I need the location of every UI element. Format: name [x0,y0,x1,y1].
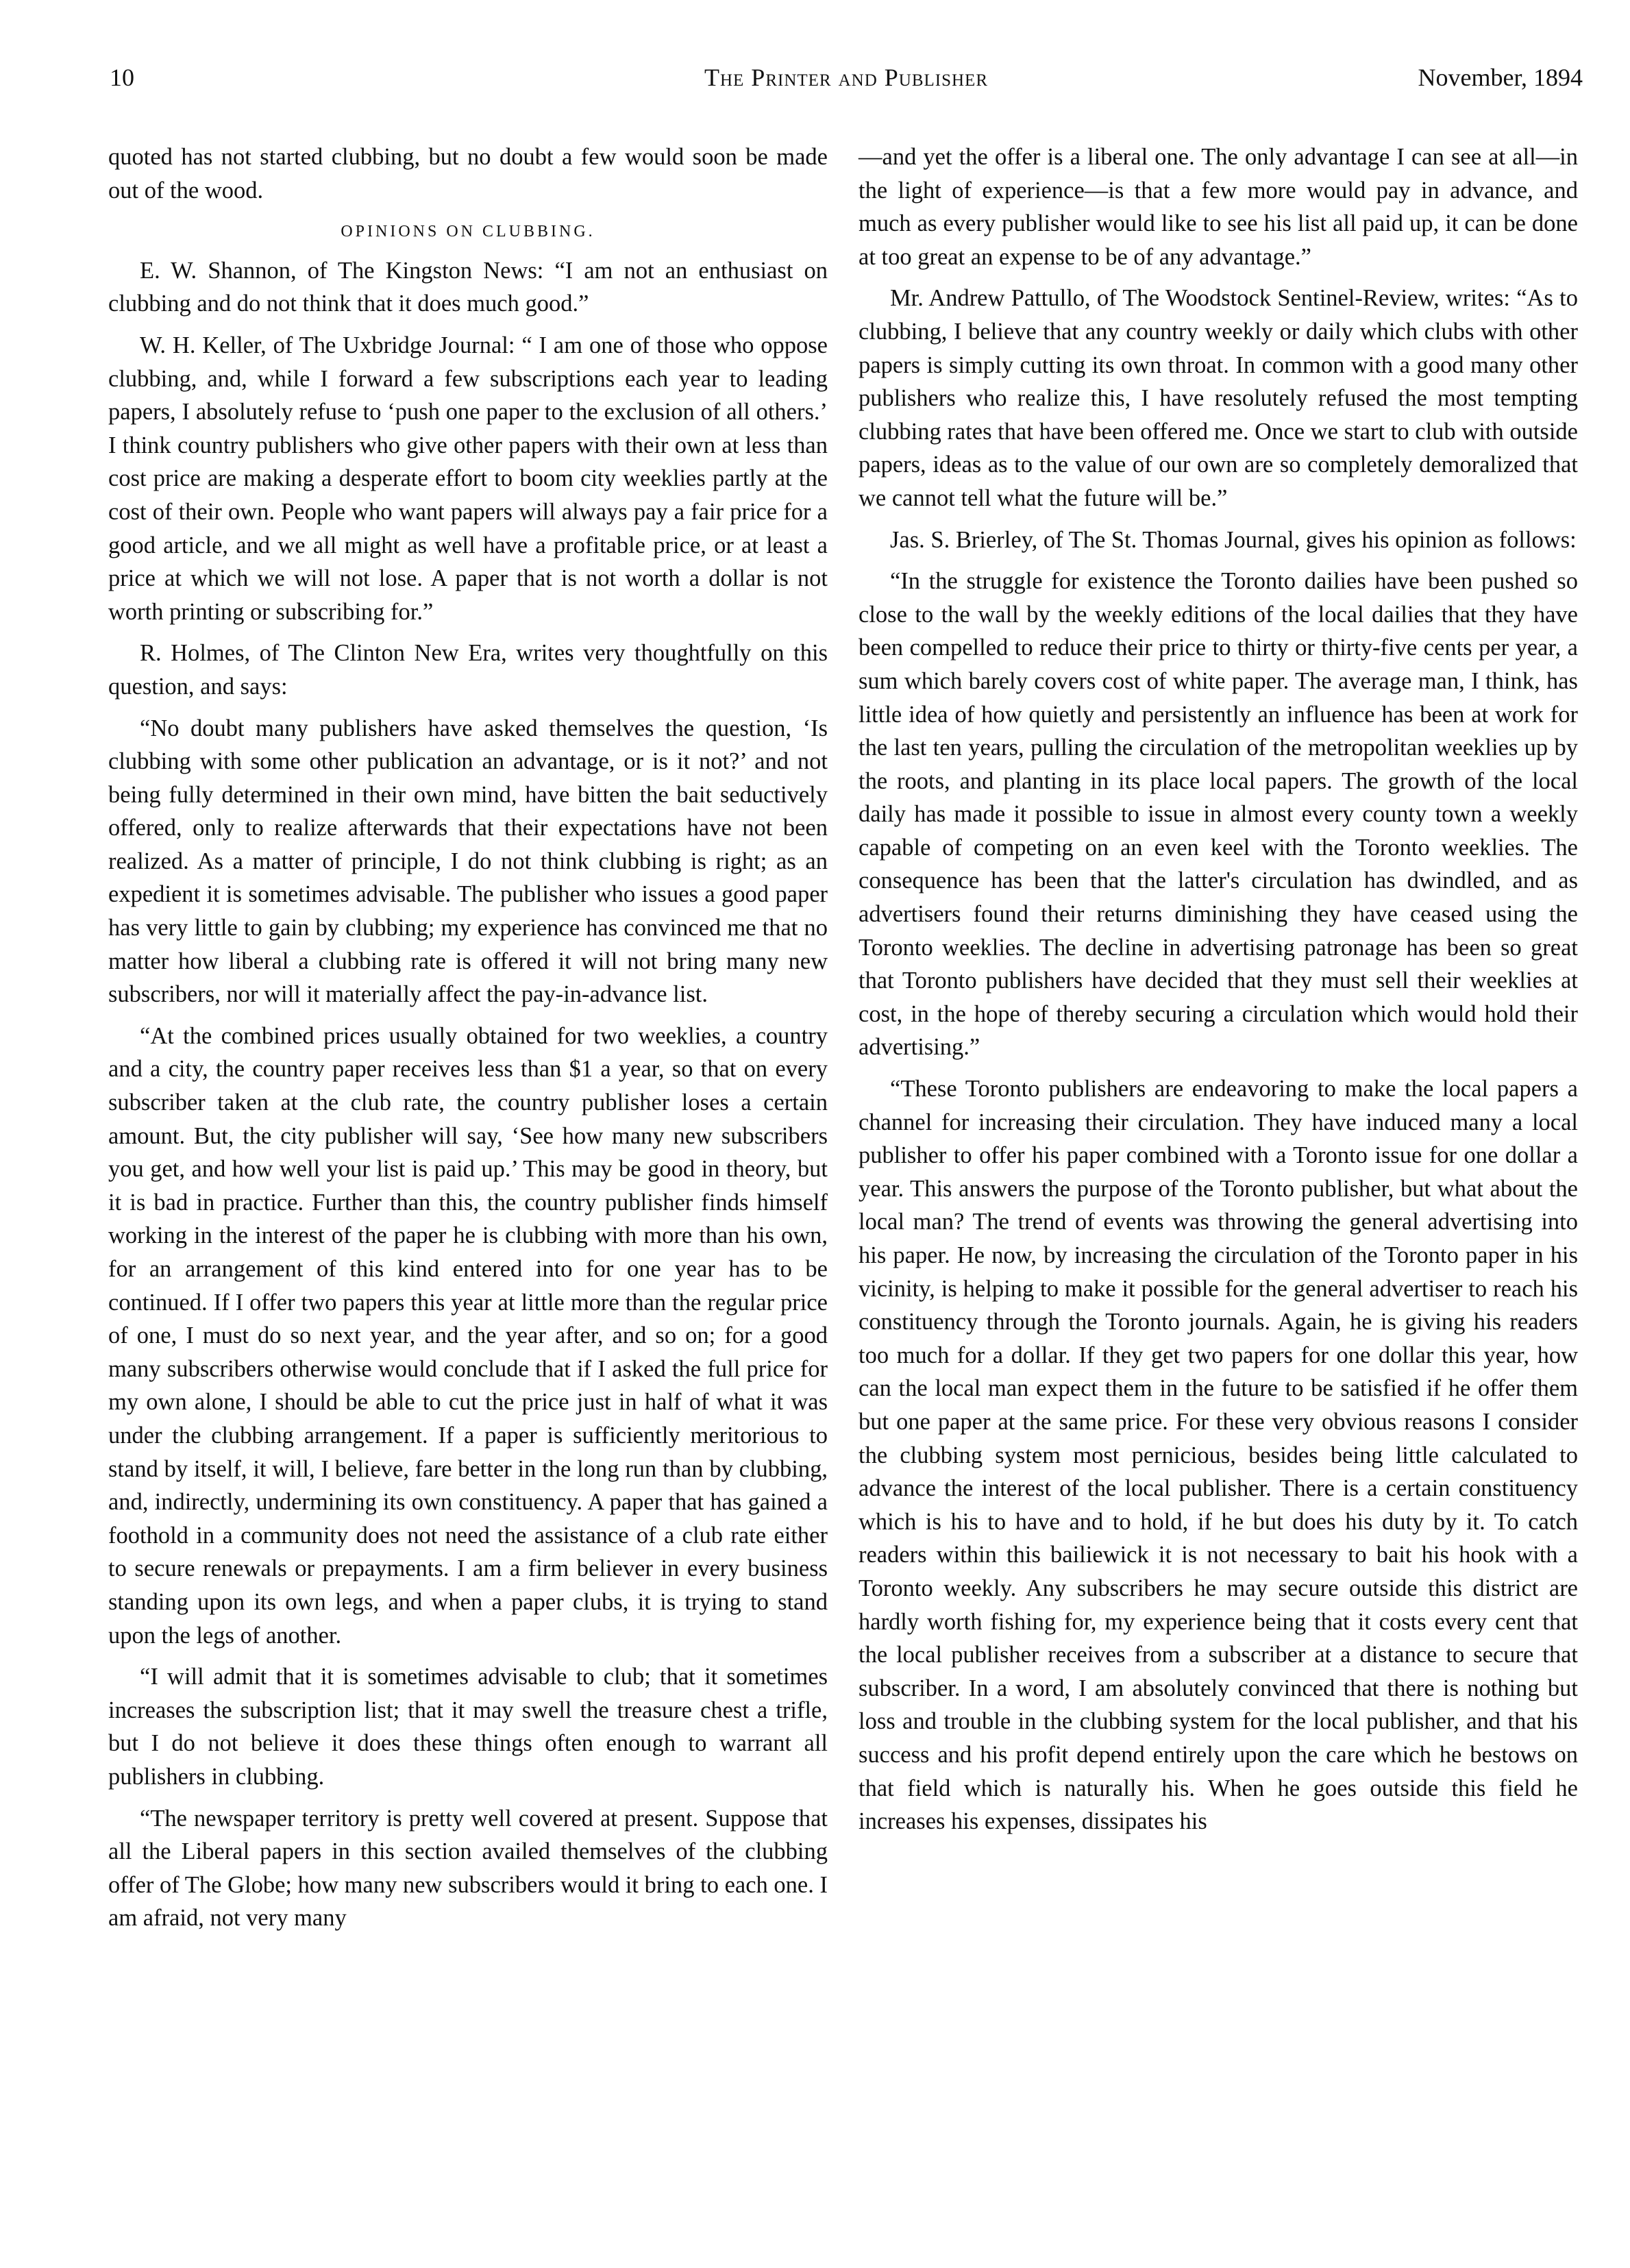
paragraph: —and yet the offer is a liberal one. The only advantage I can see at all—in the light of experience—is that a few more would pay in advance, and much as every publisher would like to see his list all paid up, it can be done at too great an expense to be of any advantage.” [859,144,1578,270]
paragraph: W. H. Keller, of The Uxbridge Journal: “ I am one of those who oppose clubbing, and, while I forward a few subscriptions each year to leading papers, I absolutely refuse to ‘push one paper to the exclusion of all others.’ I think country publishers who give other papers with their own at less than cost price are making a desperate effort to boom city weeklies partly at the cost of their own. People who want papers will always pay a fair price for a good article, and we all might as well have a profitable price, or at least a price at which we will not lose. A paper that is not worth a dollar is not worth printing or subscribing for.” [108,332,828,625]
paragraph: quoted has not started clubbing, but no doubt a few would soon be made out of the wood. [108,144,828,204]
issue-date: November, 1894 [1418,64,1583,91]
section-heading: OPINIONS ON CLUBBING. [341,223,595,241]
paragraph: E. W. Shannon, of The Kingston News: “I am not an enthusiast on clubbing and do not think that it does much good.” [108,257,828,317]
publication-title: The Printer and Publisher [704,64,989,91]
paragraph: “These Toronto publishers are endeavoring to make the local papers a channel for increasing their circulation. They have induced many a local publisher to offer his paper combined with a Toronto issue for one dollar a year. This answers the purpose of the Toronto publisher, but what about the local man? The trend of events was throwing the general advertising into his paper. He now, by increasing the circulation of the Toronto paper in his vicinity, is helping to make it possible for the general advertiser to reach his constituency through the Toronto journals. Again, he is giving his readers too much for a dollar. If they get two papers for one dollar this year, how can the local man expect them in the future to be satisfied if he offer them but one paper at the same price. For these very obvious reasons I consider the clubbing system most pernicious, besides being little calculated to advance the interest of the local publisher. There is a certain constituency which is his to have and to hold, if he but does his duty by it. To catch readers within this bailiewick it is not necessary to bait his hook with a Toronto weekly. Any subscribers he may secure outside this district are hardly worth fishing for, my experience being that it costs every cent that the local publisher receives from a subscriber at a distance to secure that subscriber. In a word, I am absolutely convinced that there is nothing but loss and trouble in the clubbing system for the local publisher, and that his success and his profit depend entirely upon the care which he bestows on that field which is naturally his. When he goes outside this field he increases his expenses, dissipates his [859,1076,1578,1835]
left-column [108,140,828,1943]
paragraph: R. Holmes, of The Clinton New Era, writes very thoughtfully on this question, and says: [108,640,828,700]
right-column [859,140,1578,1847]
paragraph: Jas. S. Brierley, of The St. Thomas Journal, gives his opinion as follows: [890,526,1577,553]
page-number: 10 [110,64,134,91]
paragraph: “At the combined prices usually obtained for two weeklies, a country and a city, the country paper receives less than $1 a year, so that on every subscriber taken at the club rate, the country publisher loses a certain amount. But, the city publisher will say, ‘See how many new subscribers you get, and how well your list is paid up.’ This may be good in theory, but it is bad in practice. Further than this, the country publisher finds himself working in the interest of the paper he is clubbing with more than his own, for an arrangement of this kind entered into for one year has to be continued. If I offer two papers this year at little more than the regular price of one, I must do so next year, and the year after, and so on; for a good many subscribers otherwise would conclude that if I asked the full price for my own alone, I should be able to cut the price just in half of what it was under the clubbing arrangement. If a paper is sufficiently meritorious to stand by itself, it will, I believe, fare better in the long run than by clubbing, and, indirectly, undermining its own constituency. A paper that has gained a foothold in a community does not need the assistance of a club rate either to secure renewals or prepayments. I am a firm believer in every business standing upon its own legs, and when a paper clubs, it is trying to stand upon the legs of another. [108,1022,828,1649]
page-header [110,63,1583,104]
paragraph: “The newspaper territory is pretty well covered at present. Suppose that all the Liberal papers in this section availed themselves of the clubbing offer of The Globe; how many new subscribers would it bring to each one. I am afraid, not very many [108,1805,828,1932]
paragraph: “No doubt many publishers have asked themselves the question, ‘Is clubbing with some other publication an advantage, or is it not?’ and not being fully determined in their own mind, have bitten the bait seductively offered, only to realize afterwards that their expectations have not been realized. As a matter of principle, I do not think clubbing is right; as an expedient it is sometimes advisable. The publisher who issues a good paper has very little to gain by clubbing; my experience has convinced me that no matter how liberal a clubbing rate is offered it will not bring many new subscribers, nor will it materially affect the pay-in-advance list. [108,715,828,1008]
paragraph: “I will admit that it is sometimes advisable to club; that it sometimes increases the subscription list; that it may swell the treasure chest a trifle, but I do not believe it does these things often enough to warrant all publishers in clubbing. [108,1664,828,1790]
paragraph: “In the struggle for existence the Toronto dailies have been pushed so close to the wall by the weekly editions of the local dailies that they have been compelled to reduce their price to thirty or thirty-five cents per year, a sum which barely covers cost of white paper. The average man, I think, has little idea of how quietly and persistently an influence has been at work for the last ten years, pulling the circulation of the metropolitan weeklies up by the roots, and planting in its place local papers. The growth of the local daily has made it possible to issue in almost every county town a weekly capable of competing on an even keel with the Toronto weeklies. The consequence has been that the latter's circulation has dwindled, and as advertisers found their returns diminishing they have ceased using the Toronto weeklies. The decline in advertising patronage has been so great that Toronto publishers have decided that they must sell their weeklies at cost, in the hope of thereby securing a circulation which would hold their advertising.” [859,568,1578,1061]
paragraph: Mr. Andrew Pattullo, of The Woodstock Sentinel-Review, writes: “As to clubbing, I believe that any country weekly or daily which clubs with other papers is simply cutting its own throat. In common with a good many other publishers who realize this, I have resolutely refused the most tempting clubbing rates that have been offered me. Once we start to club with outside papers, ideas as to the value of our own are so completely demoralized that we cannot tell what the future will be.” [859,285,1578,511]
